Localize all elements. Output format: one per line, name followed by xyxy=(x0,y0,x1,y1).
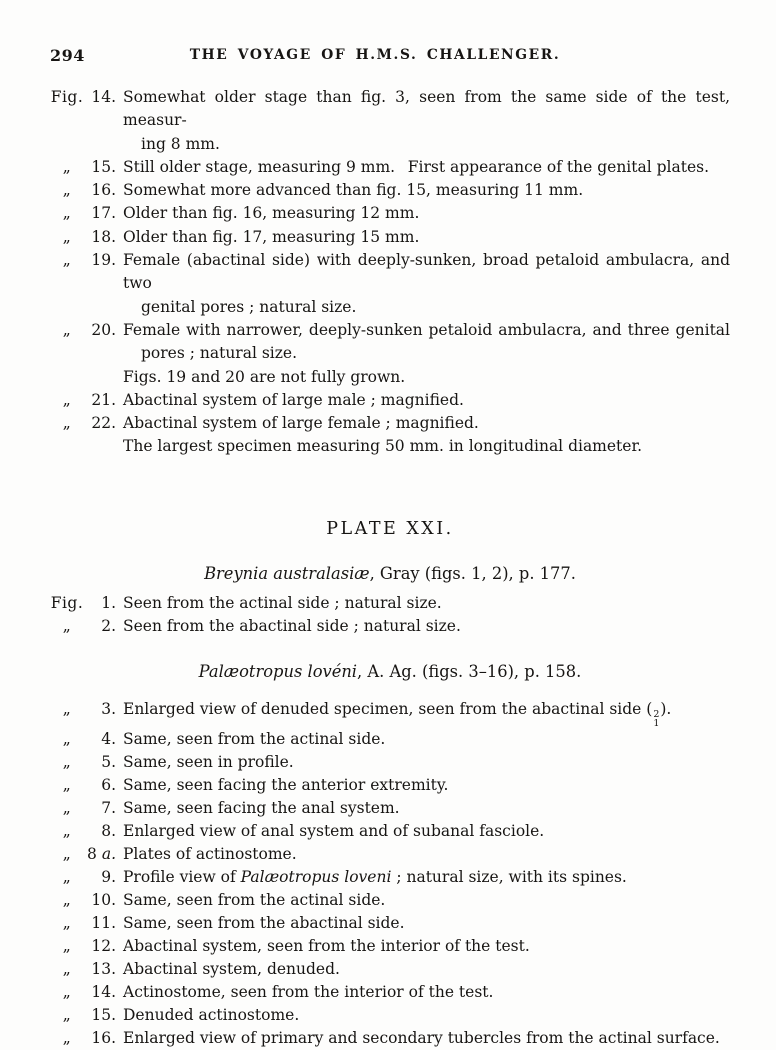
figure-entry xyxy=(50,797,730,820)
figure-label: „ xyxy=(62,390,72,409)
caption-line: Plates of actinostome. xyxy=(123,845,297,864)
figure-number: 16. xyxy=(91,1029,116,1048)
figure-number: 18. xyxy=(91,227,116,246)
figure-list-top xyxy=(50,86,730,459)
figure-number: 9. xyxy=(101,868,116,887)
figure-label: „ xyxy=(62,937,72,956)
caption-line: Same, seen facing the anterior extremity. xyxy=(123,776,449,795)
figure-label: „ xyxy=(62,320,72,339)
figure-label: „ xyxy=(62,753,72,772)
plate-heading: PLATE XXI. xyxy=(326,518,454,539)
caption-line: Abactinal system, seen from the interior of the test. xyxy=(123,937,530,956)
figure-number: 8. xyxy=(101,822,116,841)
caption-line: genital pores ; natural size. xyxy=(141,297,357,316)
figure-entry xyxy=(50,86,730,156)
figure-entry xyxy=(50,889,730,912)
caption-line: Enlarged view of denuded specimen, seen from the abactinal side ( 2 1 ). xyxy=(123,700,672,729)
caption-line: Abactinal system of large male ; magnified. xyxy=(123,390,464,409)
figure-number: 21. xyxy=(91,390,116,409)
figure-entry xyxy=(50,202,730,225)
figure-label: „ xyxy=(62,251,72,270)
figure-entry xyxy=(50,615,730,638)
italic-text: a. xyxy=(101,845,116,864)
figure-label: „ xyxy=(62,960,72,979)
figure-caption xyxy=(116,751,730,774)
figure-number: 6. xyxy=(101,776,116,795)
figure-label: „ xyxy=(62,1006,72,1025)
figure-caption xyxy=(116,912,730,935)
caption-line: Same, seen in profile. xyxy=(123,753,294,772)
figure-label: „ xyxy=(62,914,72,933)
figure-label: „ xyxy=(62,845,72,864)
caption-line: Actinostome, seen from the interior of the test. xyxy=(123,983,494,1002)
figure-caption xyxy=(116,412,730,435)
figure-entry xyxy=(50,179,730,202)
figure-entry xyxy=(50,156,730,179)
species-citation-2: , A. Ag. (figs. 3–16), p. 158. xyxy=(357,662,582,682)
figure-caption xyxy=(116,774,730,797)
caption-line: Somewhat older stage than fig. 3, seen from the same side of the test, measur- xyxy=(123,88,730,130)
caption-line: Abactinal system of large female ; magnified. xyxy=(123,414,479,433)
figure-caption xyxy=(116,935,730,958)
figure-entry xyxy=(50,728,730,751)
figure-label: „ xyxy=(62,983,72,1002)
page-number: 294 xyxy=(50,46,85,65)
figure-entry xyxy=(50,592,730,615)
figure-caption xyxy=(116,981,730,1004)
figure-entry xyxy=(50,958,730,981)
figure-entry xyxy=(50,820,730,843)
caption-line: Abactinal system, denuded. xyxy=(123,960,340,979)
figure-caption xyxy=(116,615,730,638)
figure-number: 16. xyxy=(91,181,116,200)
figure-number: 20. xyxy=(91,320,116,339)
figure-caption xyxy=(116,820,730,843)
figure-label: „ xyxy=(62,776,72,795)
figure-entry xyxy=(50,698,730,728)
caption-line: Same, seen facing the anal system. xyxy=(123,799,400,818)
figure-caption xyxy=(116,728,730,751)
figure-number: 5. xyxy=(101,753,116,772)
figure-entry xyxy=(50,1004,730,1027)
figure-number: 10. xyxy=(91,891,116,910)
figure-caption xyxy=(116,389,730,412)
figure-number: 8 a. xyxy=(87,845,116,864)
figure-label: „ xyxy=(62,730,72,749)
figures-list-1 xyxy=(50,592,730,639)
figure-caption xyxy=(116,179,730,202)
figure-caption xyxy=(116,866,730,889)
figure-caption xyxy=(116,958,730,981)
figure-label: „ xyxy=(62,414,72,433)
figure-number: 15. xyxy=(91,1006,116,1025)
figure-number: 11. xyxy=(91,914,116,933)
figure-label: „ xyxy=(62,204,72,223)
figure-caption xyxy=(116,797,730,820)
figure-number: 3. xyxy=(101,700,116,719)
caption-line: Figs. 19 and 20 are not fully grown. xyxy=(123,367,406,386)
figure-entry xyxy=(50,389,730,412)
figure-entry xyxy=(50,412,730,435)
figure-number: 17. xyxy=(91,204,116,223)
figure-note-row xyxy=(50,435,730,458)
figure-number: 15. xyxy=(91,157,116,176)
figure-label: „ xyxy=(62,700,72,719)
caption-line: Same, seen from the abactinal side. xyxy=(123,914,405,933)
species-citation-1: , Gray (figs. 1, 2), p. 177. xyxy=(369,563,576,583)
figure-entry xyxy=(50,935,730,958)
caption-line: Same, seen from the actinal side. xyxy=(123,730,386,749)
figures-list-2 xyxy=(50,698,730,1050)
figure-entry xyxy=(50,866,730,889)
figure-number: 1. xyxy=(101,593,116,612)
species-heading-2 xyxy=(50,660,730,683)
italic-text: Palæotropus loveni xyxy=(240,868,392,887)
figure-label: „ xyxy=(62,868,72,887)
scale-fraction: 2 1 xyxy=(653,709,660,729)
species-name-1: Breynia australasiæ xyxy=(204,563,370,583)
figure-number: 13. xyxy=(91,960,116,979)
figure-label: „ xyxy=(62,181,72,200)
figure-number: 7. xyxy=(101,799,116,818)
figure-entry xyxy=(50,774,730,797)
figure-number: 14. xyxy=(91,88,116,106)
figure-label: „ xyxy=(62,891,72,910)
figure-caption xyxy=(116,1004,730,1027)
figure-caption xyxy=(116,156,730,179)
figure-caption xyxy=(116,889,730,912)
caption-line: Older than fig. 16, measuring 12 mm. xyxy=(123,204,420,223)
figure-label: „ xyxy=(62,799,72,818)
figure-number: 22. xyxy=(91,414,116,433)
species-heading-1 xyxy=(50,562,730,585)
page-header xyxy=(50,46,730,64)
figure-note-row xyxy=(50,366,730,389)
species-name-2: Palæotropus lovéni xyxy=(198,662,358,682)
figure-caption xyxy=(116,226,730,249)
figure-label: „ xyxy=(62,822,72,841)
figure-label: Fig. xyxy=(50,593,84,612)
figure-label: Fig. xyxy=(50,88,84,106)
figure-label: „ xyxy=(62,1029,72,1048)
figure-number: 14. xyxy=(91,983,116,1002)
figure-number: 12. xyxy=(91,937,116,956)
running-title: THE VOYAGE OF H.M.S. CHALLENGER. xyxy=(189,47,561,63)
caption-line: Female (abactinal side) with deeply-sunken, broad petaloid ambulacra, and two xyxy=(123,251,730,293)
caption-line: Seen from the abactinal side ; natural size. xyxy=(123,617,461,636)
caption-line: Enlarged view of anal system and of subanal fasciole. xyxy=(123,822,545,841)
figure-entry xyxy=(50,1027,730,1050)
caption-line: Somewhat more advanced than fig. 15, measuring 11 mm. xyxy=(123,181,584,200)
figure-number: 2. xyxy=(101,617,116,636)
caption-line: Profile view of Palæotropus loveni ; natural size, with its spines. xyxy=(123,868,627,887)
figure-label: „ xyxy=(62,617,72,636)
caption-line: Enlarged view of primary and secondary tubercles from the actinal surface. xyxy=(123,1029,720,1048)
figure-caption xyxy=(116,202,730,225)
caption-line: Denuded actinostome. xyxy=(123,1006,300,1025)
figure-entry xyxy=(50,319,730,366)
figure-number: 19. xyxy=(91,251,116,270)
figure-caption xyxy=(116,698,730,728)
caption-line: Older than fig. 17, measuring 15 mm. xyxy=(123,227,420,246)
figure-caption xyxy=(116,366,730,389)
figure-caption xyxy=(116,86,730,156)
figure-caption xyxy=(116,319,730,366)
figure-caption xyxy=(116,1027,730,1050)
caption-line: Seen from the actinal side ; natural size. xyxy=(123,593,442,612)
caption-line: pores ; natural size. xyxy=(141,344,298,363)
figure-number: 4. xyxy=(101,730,116,749)
caption-line: Female with narrower, deeply-sunken petaloid ambulacra, and three genital xyxy=(123,320,730,339)
figure-entry xyxy=(50,751,730,774)
figure-entry xyxy=(50,912,730,935)
figure-entry xyxy=(50,249,730,319)
caption-line: Still older stage, measuring 9 mm. First appearance of the genital plates. xyxy=(123,157,710,176)
figure-caption xyxy=(116,249,730,319)
figure-caption xyxy=(116,843,730,866)
figure-entry xyxy=(50,843,730,866)
figure-caption xyxy=(116,435,730,458)
figure-caption xyxy=(116,592,730,615)
caption-line: The largest specimen measuring 50 mm. in longitudinal diameter. xyxy=(123,437,643,456)
figure-entry xyxy=(50,226,730,249)
figure-label: „ xyxy=(62,227,72,246)
figure-entry xyxy=(50,981,730,1004)
figure-label: „ xyxy=(62,157,72,176)
caption-line: ing 8 mm. xyxy=(141,134,220,153)
caption-line: Same, seen from the actinal side. xyxy=(123,891,386,910)
